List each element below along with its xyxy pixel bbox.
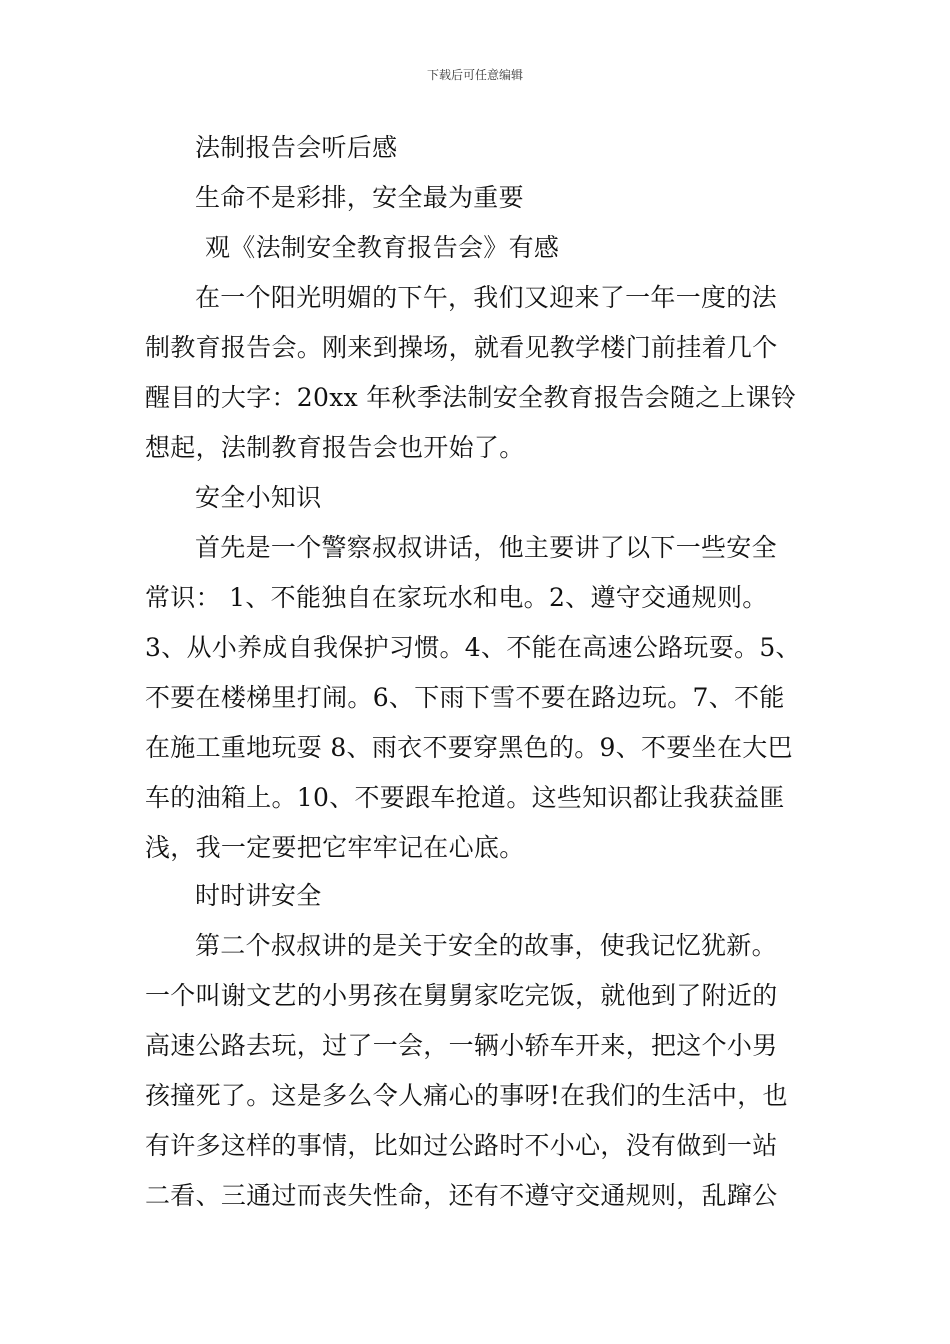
section-heading: 时时讲安全	[195, 881, 322, 910]
paragraph-line: 醒目的大字：20xx 年秋季法制安全教育报告会随之上课铃	[145, 383, 797, 412]
document-subtitle-2: 观《法制安全教育报告会》有感	[205, 233, 560, 262]
paragraph-line: 常识： 1、不能独自在家玩水和电。2、遵守交通规则。	[145, 583, 768, 612]
document-subtitle: 生命不是彩排，安全最为重要	[195, 183, 524, 212]
paragraph-line: 孩撞死了。这是多么令人痛心的事呀!在我们的生活中，也	[145, 1081, 788, 1110]
paragraph-line: 车的油箱上。10、不要跟车抢道。这些知识都让我获益匪	[145, 783, 785, 812]
paragraph-line: 浅，我一定要把它牢牢记在心底。	[145, 833, 525, 862]
section-heading: 安全小知识	[195, 483, 322, 512]
paragraph-line: 一个叫谢文艺的小男孩在舅舅家吃完饭，就他到了附近的	[145, 981, 778, 1010]
paragraph-line: 想起，法制教育报告会也开始了。	[145, 433, 525, 462]
paragraph-line: 二看、三通过而丧失性命，还有不遵守交通规则，乱蹿公	[145, 1181, 778, 1210]
paragraph-line: 有许多这样的事情，比如过公路时不小心，没有做到一站	[145, 1131, 778, 1160]
paragraph-line: 3、从小养成自我保护习惯。4、不能在高速公路玩耍。5、	[145, 633, 801, 662]
paragraph-line: 在施工重地玩耍 8、雨衣不要穿黑色的。9、不要坐在大巴	[145, 733, 793, 762]
paragraph-line: 制教育报告会。刚来到操场，就看见教学楼门前挂着几个	[145, 333, 778, 362]
paragraph-line: 不要在楼梯里打闹。6、下雨下雪不要在路边玩。7、不能	[145, 683, 785, 712]
paragraph-line: 首先是一个警察叔叔讲话，他主要讲了以下一些安全	[195, 533, 777, 562]
header-note: 下载后可任意编辑	[426, 68, 523, 82]
paragraph-line: 在一个阳光明媚的下午，我们又迎来了一年一度的法	[195, 283, 777, 312]
paragraph-line: 高速公路去玩，过了一会，一辆小轿车开来，把这个小男	[145, 1031, 778, 1060]
paragraph-line: 第二个叔叔讲的是关于安全的故事，使我记忆犹新。	[195, 931, 777, 960]
document-title: 法制报告会听后感	[195, 133, 398, 162]
